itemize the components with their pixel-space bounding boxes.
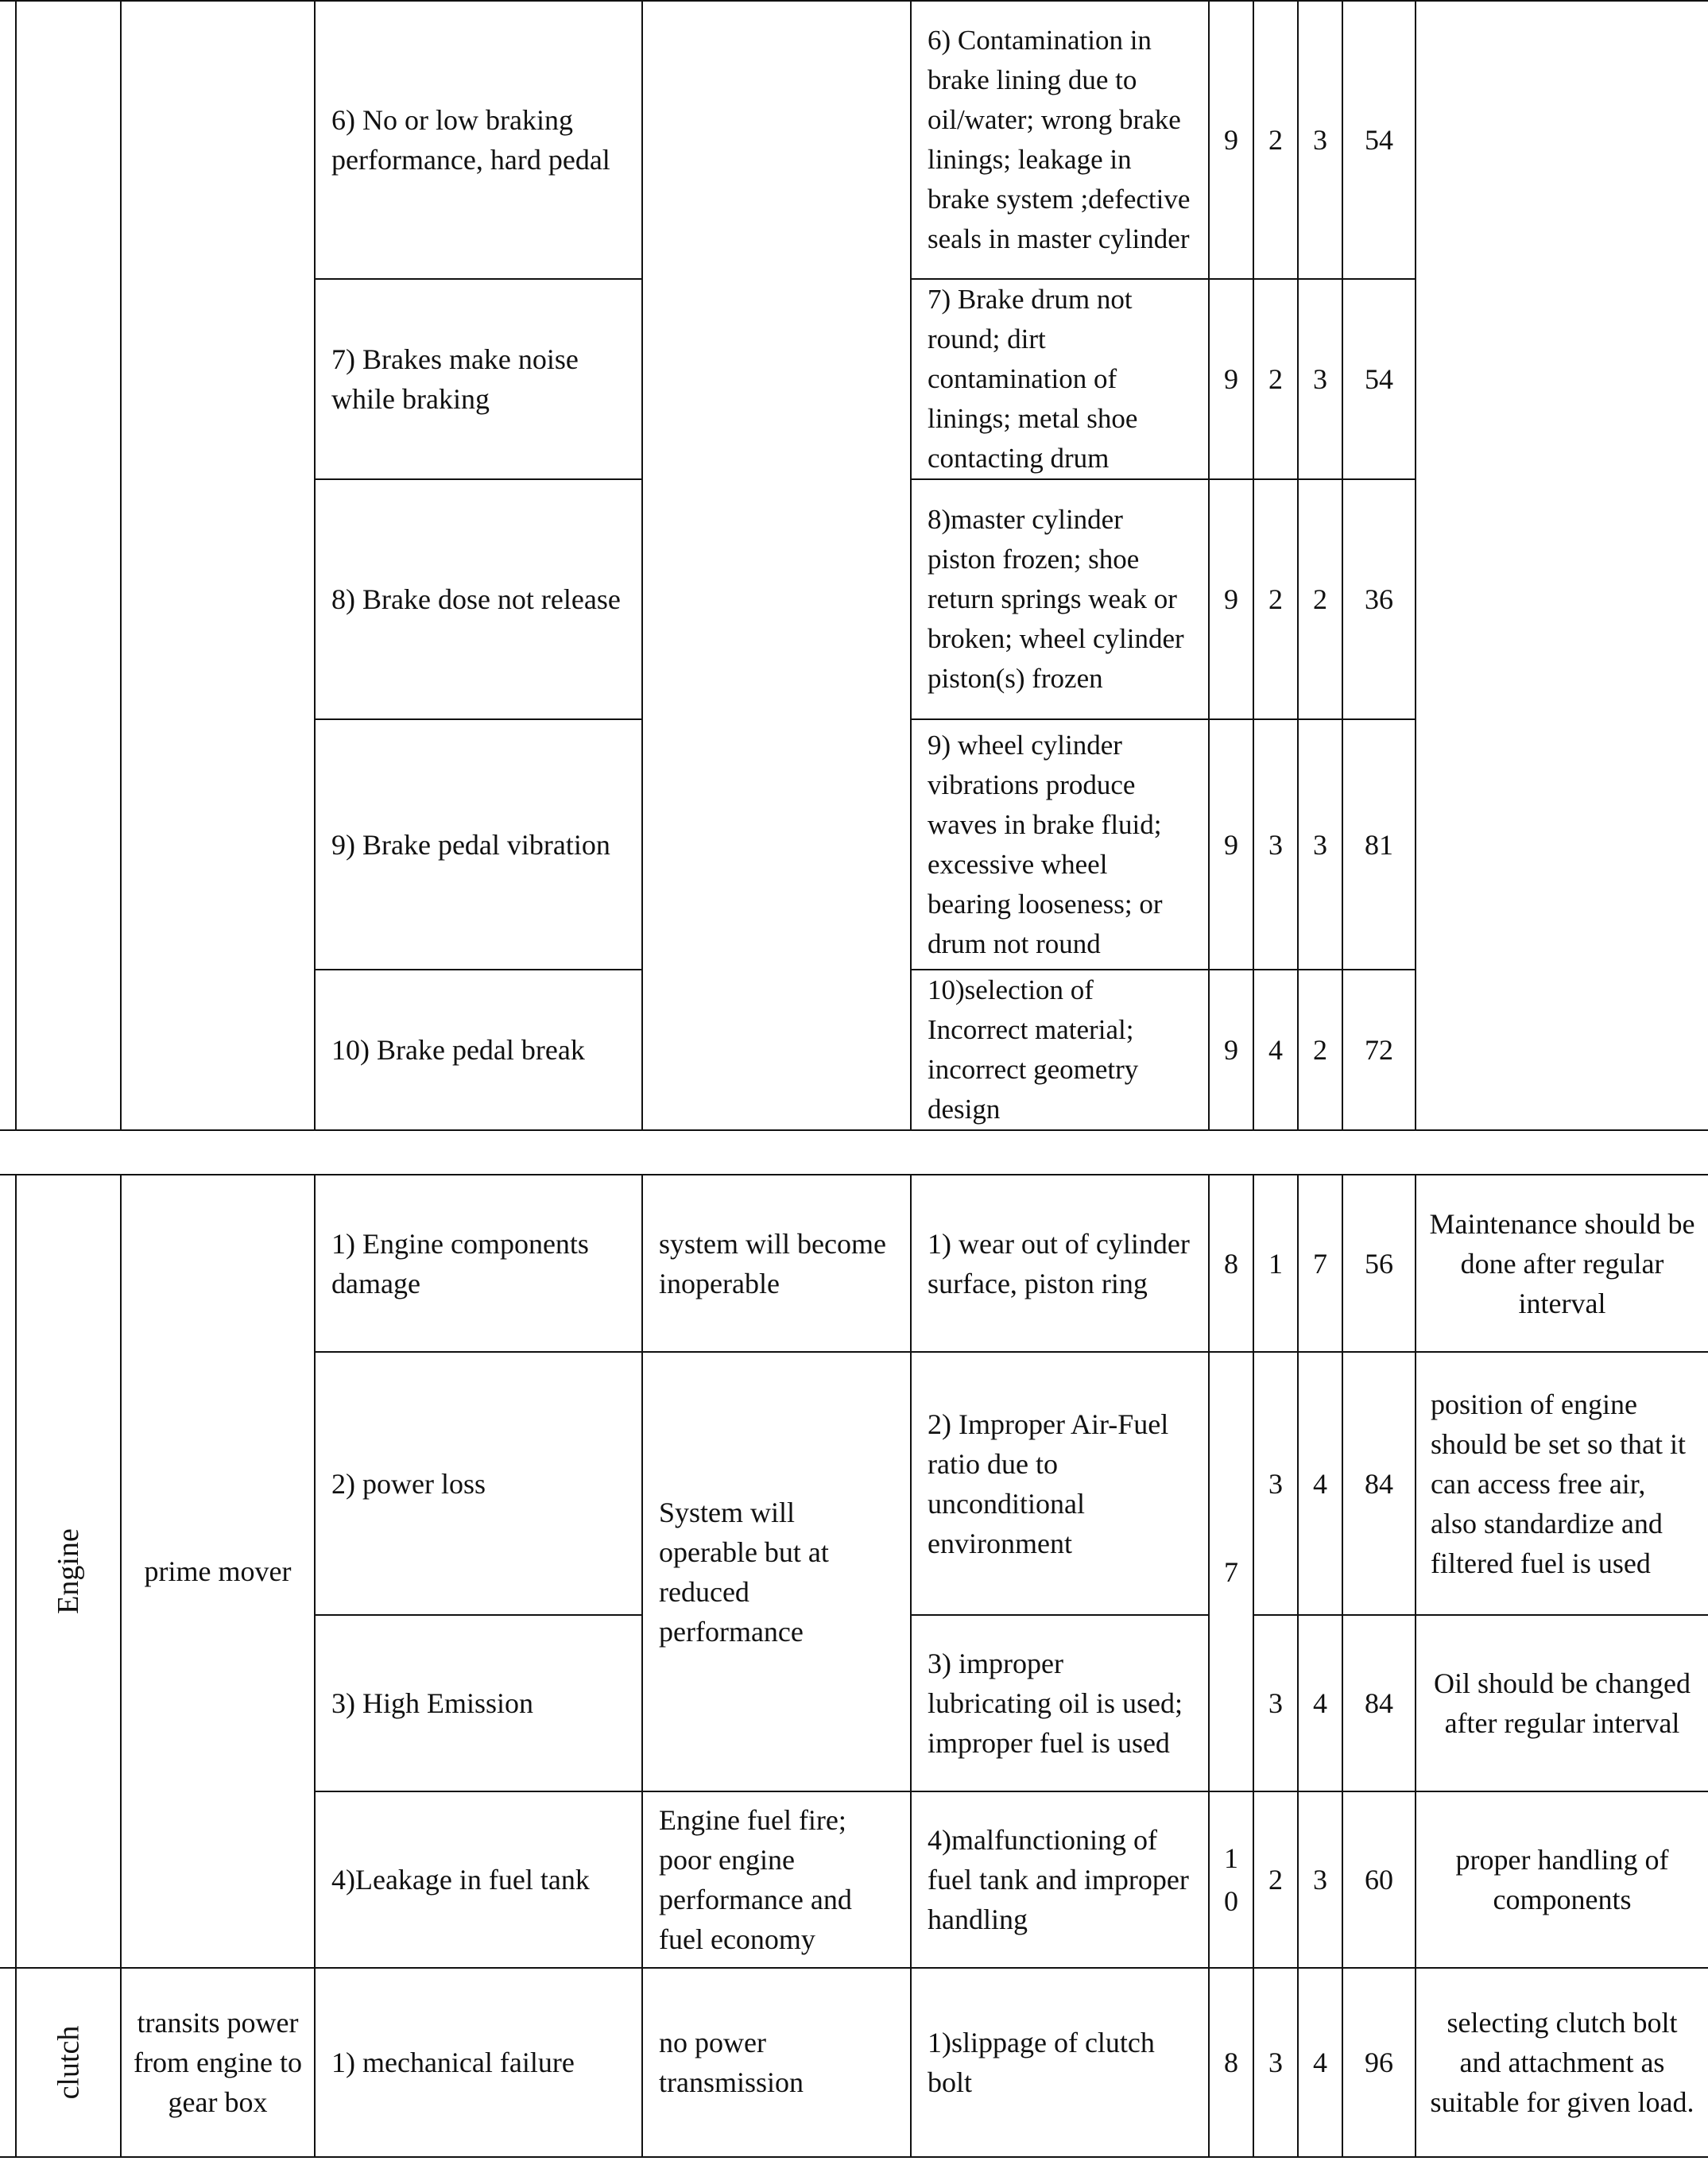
effect-cell: System will operable but at reduced performance (642, 1352, 911, 1791)
table-row (0, 1175, 1708, 1352)
cause-cell: 7) Brake drum not round; dirt contamination of linings; metal shoe contacting drum (911, 279, 1209, 479)
cause-cell: 9) wheel cylinder vibrations produce waves in brake fluid; excessive wheel bearing looseness; or drum not round (911, 719, 1209, 970)
function-cell (121, 1, 315, 1130)
detection-cell: 4 (1298, 1352, 1342, 1615)
severity-cell: 9 (1209, 970, 1253, 1130)
cause-cell: 10)selection of Incorrect material; incorrect geometry design (911, 970, 1209, 1130)
table-row (0, 1968, 1708, 2157)
index-cell (0, 1175, 16, 1968)
effect-cell: Engine fuel fire; poor engine performance and fuel economy (642, 1791, 911, 1968)
severity-cell: 9 (1209, 279, 1253, 479)
cause-cell: 4)malfunctioning of fuel tank and improper handling (911, 1791, 1209, 1968)
rpn-cell: 54 (1342, 279, 1416, 479)
component-cell (16, 1175, 121, 1968)
effect-cell: system will become inoperable (642, 1175, 911, 1352)
occurrence-cell: 3 (1253, 1615, 1298, 1791)
failure-mode-cell: 9) Brake pedal vibration (315, 719, 642, 970)
severity-cell: 7 (1209, 1352, 1253, 1791)
component-label: clutch (51, 2025, 85, 2100)
occurrence-cell: 2 (1253, 279, 1298, 479)
occurrence-cell: 1 (1253, 1175, 1298, 1352)
severity-cell: 9 (1209, 719, 1253, 970)
component-label: Engine (51, 1528, 85, 1614)
detection-cell: 2 (1298, 970, 1342, 1130)
rpn-cell: 84 (1342, 1352, 1416, 1615)
occurrence-cell: 2 (1253, 479, 1298, 719)
action-cell: Maintenance should be done after regular interval (1416, 1175, 1708, 1352)
occurrence-cell: 4 (1253, 970, 1298, 1130)
detection-cell: 3 (1298, 279, 1342, 479)
action-cell: proper handling of components (1416, 1791, 1708, 1968)
failure-mode-cell: 10) Brake pedal break (315, 970, 642, 1130)
function-cell: transits power from engine to gear box (121, 1968, 315, 2157)
action-cell: Oil should be changed after regular interval (1416, 1615, 1708, 1791)
cause-cell: 3) improper lubricating oil is used; improper fuel is used (911, 1615, 1209, 1791)
failure-mode-cell: 6) No or low braking performance, hard pedal (315, 1, 642, 279)
cause-cell: 8)master cylinder piston frozen; shoe return springs weak or broken; wheel cylinder piston(s) frozen (911, 479, 1209, 719)
cause-cell: 1) wear out of cylinder surface, piston ring (911, 1175, 1209, 1352)
detection-cell: 4 (1298, 1615, 1342, 1791)
action-cell: selecting clutch bolt and attachment as suitable for given load. (1416, 1968, 1708, 2157)
index-cell (0, 1968, 16, 2157)
rpn-cell: 84 (1342, 1615, 1416, 1791)
table-row (0, 1, 1708, 279)
rpn-cell: 96 (1342, 1968, 1416, 2157)
action-cell: position of engine should be set so that it can access free air, also standardize and filtered fuel is used (1416, 1352, 1708, 1615)
severity-value: 1 0 (1224, 1842, 1238, 1917)
engine-clutch-fmea-table (0, 1174, 1708, 2158)
component-cell (16, 1968, 121, 2157)
severity-cell (1209, 1791, 1253, 1968)
severity-cell: 9 (1209, 479, 1253, 719)
effect-cell: no power transmission (642, 1968, 911, 2157)
occurrence-cell: 2 (1253, 1, 1298, 279)
failure-mode-cell: 7) Brakes make noise while braking (315, 279, 642, 479)
failure-mode-cell: 2) power loss (315, 1352, 642, 1615)
occurrence-cell: 3 (1253, 719, 1298, 970)
occurrence-cell: 2 (1253, 1791, 1298, 1968)
index-cell (0, 1, 16, 1130)
function-cell: prime mover (121, 1175, 315, 1968)
rpn-cell: 36 (1342, 479, 1416, 719)
cause-cell: 6) Contamination in brake lining due to oil/water; wrong brake linings; leakage in brake system ;defective seals in master cylinder (911, 1, 1209, 279)
rpn-cell: 72 (1342, 970, 1416, 1130)
failure-mode-cell: 4)Leakage in fuel tank (315, 1791, 642, 1968)
action-cell (1416, 1, 1708, 1130)
occurrence-cell: 3 (1253, 1968, 1298, 2157)
failure-mode-cell: 8) Brake dose not release (315, 479, 642, 719)
failure-mode-cell: 1) Engine components damage (315, 1175, 642, 1352)
rpn-cell: 60 (1342, 1791, 1416, 1968)
component-cell (16, 1, 121, 1130)
severity-cell: 9 (1209, 1, 1253, 279)
detection-cell: 2 (1298, 479, 1342, 719)
rpn-cell: 54 (1342, 1, 1416, 279)
detection-cell: 3 (1298, 719, 1342, 970)
occurrence-cell: 3 (1253, 1352, 1298, 1615)
detection-cell: 3 (1298, 1, 1342, 279)
failure-mode-cell: 3) High Emission (315, 1615, 642, 1791)
detection-cell: 3 (1298, 1791, 1342, 1968)
detection-cell: 4 (1298, 1968, 1342, 2157)
rpn-cell: 81 (1342, 719, 1416, 970)
cause-cell: 2) Improper Air-Fuel ratio due to unconditional environment (911, 1352, 1209, 1615)
failure-mode-cell: 1) mechanical failure (315, 1968, 642, 2157)
detection-cell: 7 (1298, 1175, 1342, 1352)
cause-cell: 1)slippage of clutch bolt (911, 1968, 1209, 2157)
severity-cell: 8 (1209, 1175, 1253, 1352)
severity-cell: 8 (1209, 1968, 1253, 2157)
rpn-cell: 56 (1342, 1175, 1416, 1352)
effect-cell (642, 1, 911, 1130)
